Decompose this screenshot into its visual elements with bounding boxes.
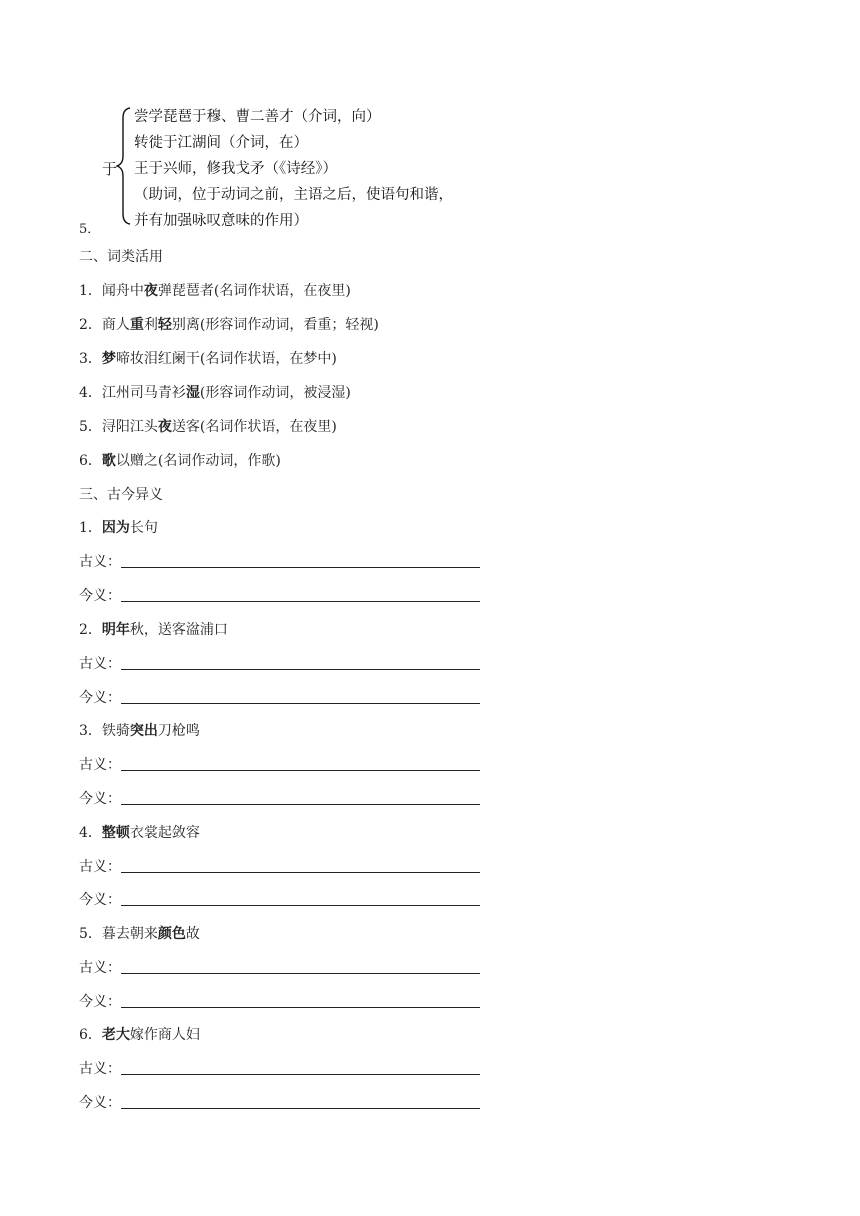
gu-answer-row — [79, 958, 121, 978]
gu-answer-blank[interactable] — [121, 770, 480, 771]
jin-answer-blank[interactable] — [121, 601, 480, 602]
list-item: 2．商人重利轻别离(形容词作动词，看重；轻视) — [79, 317, 379, 333]
jin-answer-blank[interactable] — [121, 905, 480, 906]
figure-line: 转徙于江湖间（介词，在） — [134, 135, 308, 151]
jin-answer-row — [79, 1093, 121, 1113]
list-item: 6．歌以赠之(名词作动词，作歌) — [79, 453, 281, 469]
jin-answer-blank[interactable] — [121, 804, 480, 805]
jin-answer-row — [79, 890, 121, 910]
section-heading: 三、古今异义 — [79, 487, 163, 503]
gu-label: 古义： — [79, 757, 121, 773]
list-item: 4．江州司马青衫湿(形容词作动词，被浸湿) — [79, 385, 351, 401]
gu-label: 古义： — [79, 656, 121, 672]
figure-line: （助词，位于动词之前，主语之后，使语句和谐， — [134, 187, 453, 203]
figure-line: 尝学琵琶于穆、曹二善才（介词，向） — [134, 109, 381, 125]
item-number: 5． — [79, 222, 101, 237]
jin-label: 今义： — [79, 994, 121, 1010]
jin-answer-blank[interactable] — [121, 703, 480, 704]
figure-line: 并有加强咏叹意味的作用） — [134, 213, 308, 229]
jin-answer-row — [79, 789, 121, 809]
gu-answer-row — [79, 1059, 121, 1079]
list-item: 4．整顿衣裳起敛容 — [79, 825, 200, 841]
gu-answer-row — [79, 857, 121, 877]
jin-answer-blank[interactable] — [121, 1007, 480, 1008]
figure-line: 王于兴师，修我戈矛（《诗经》） — [134, 161, 337, 177]
jin-label: 今义： — [79, 690, 121, 706]
section-heading: 二、词类活用 — [79, 249, 163, 265]
jin-answer-blank[interactable] — [121, 1108, 480, 1109]
jin-answer-row — [79, 586, 121, 606]
jin-label: 今义： — [79, 791, 121, 807]
gu-label: 古义： — [79, 960, 121, 976]
gu-answer-row — [79, 552, 121, 572]
list-item: 5．浔阳江头夜送客(名词作状语，在夜里) — [79, 419, 337, 435]
list-item: 1．闻舟中夜弹琵琶者(名词作状语，在夜里) — [79, 283, 351, 299]
jin-label: 今义： — [79, 892, 121, 908]
jin-label: 今义： — [79, 1095, 121, 1111]
gu-label: 古义： — [79, 859, 121, 875]
gu-answer-row — [79, 755, 121, 775]
list-item: 2．明年秋，送客湓浦口 — [79, 622, 228, 638]
list-item: 3．铁骑突出刀枪鸣 — [79, 723, 200, 739]
list-item: 1．因为长句 — [79, 520, 158, 536]
jin-answer-row — [79, 688, 121, 708]
yu-usage-figure — [100, 104, 480, 228]
figure-lines — [134, 104, 453, 234]
figure-head-char: 于 — [102, 160, 118, 178]
jin-label: 今义： — [79, 588, 121, 604]
gu-answer-blank[interactable] — [121, 973, 480, 974]
left-brace-icon — [116, 106, 134, 226]
gu-answer-blank[interactable] — [121, 872, 480, 873]
gu-answer-blank[interactable] — [121, 669, 480, 670]
list-item: 5．暮去朝来颜色故 — [79, 926, 200, 942]
gu-answer-blank[interactable] — [121, 567, 480, 568]
gu-answer-blank[interactable] — [121, 1074, 480, 1075]
list-item: 3．梦啼妆泪红阑干(名词作状语，在梦中) — [79, 351, 337, 367]
jin-answer-row — [79, 992, 121, 1012]
gu-answer-row — [79, 654, 121, 674]
gu-label: 古义： — [79, 1061, 121, 1077]
list-item: 6．老大嫁作商人妇 — [79, 1027, 200, 1043]
gu-label: 古义： — [79, 554, 121, 570]
